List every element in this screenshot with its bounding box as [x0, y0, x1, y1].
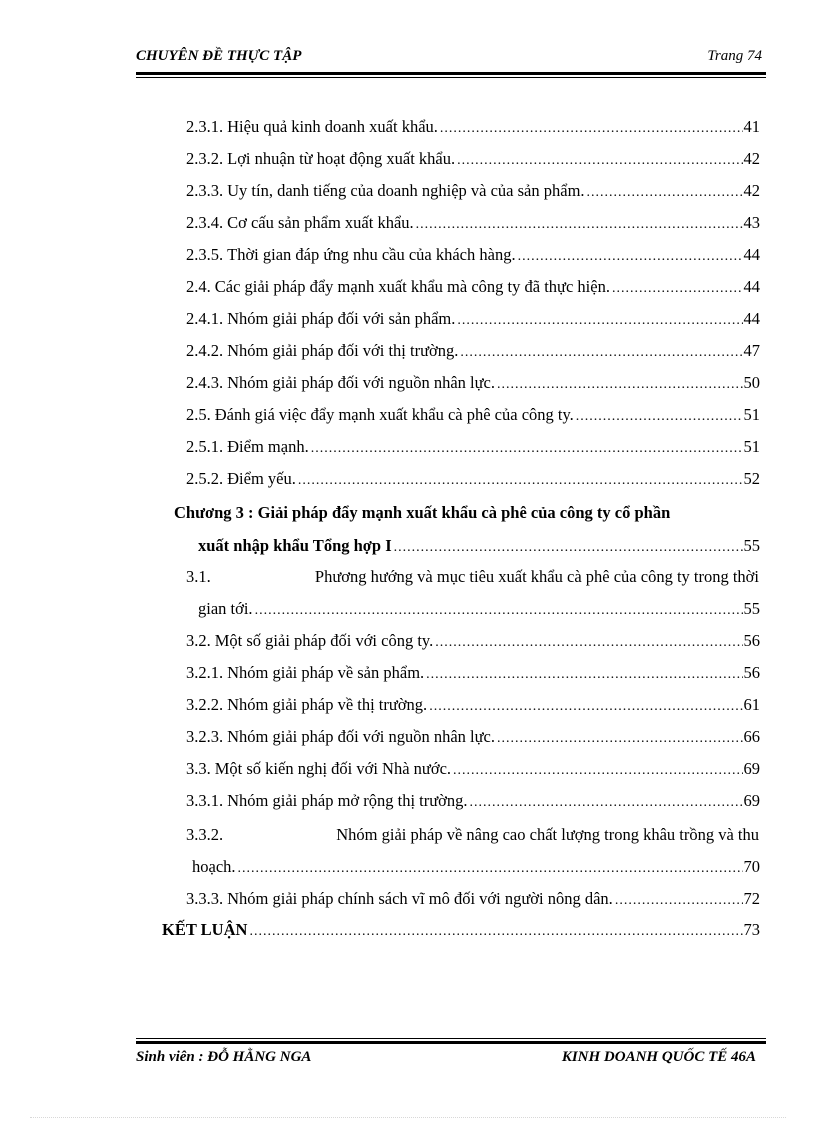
toc-entry-page: 44: [743, 309, 760, 328]
toc-entry: [186, 213, 760, 233]
toc-leader-dots: [457, 311, 742, 331]
toc-entry-page: 55: [743, 599, 760, 618]
toc-entry: [186, 631, 760, 651]
toc-entry: [186, 695, 760, 715]
toc-leader-dots: [255, 601, 743, 621]
page-bottom-dotted-line: [30, 1117, 786, 1118]
toc-leader-dots: [238, 859, 743, 879]
toc-entry-title: Hiệu quả kinh doanh xuất khẩu.: [227, 117, 438, 136]
toc-entry-page: 50: [743, 373, 760, 392]
toc-entry-page: 52: [743, 469, 760, 488]
toc-entry: [186, 791, 760, 811]
toc-entry-title: Điểm mạnh.: [227, 437, 309, 456]
toc-entry-number: 2.3.5.: [186, 245, 224, 264]
toc-leader-dots: [460, 343, 742, 363]
toc-entry-title: Nhóm giải pháp đối với nguồn nhân lực.: [227, 727, 496, 746]
toc-entry: [186, 117, 760, 137]
toc-entry-number: 2.4.3.: [186, 373, 224, 392]
toc-leader-dots: [612, 279, 743, 299]
toc-entry-title: Nhóm giải pháp đối với nguồn nhân lực.: [227, 373, 496, 392]
toc-leader-dots: [457, 151, 742, 171]
toc-entry-page: 51: [743, 405, 760, 424]
toc-entry: [162, 920, 760, 940]
header-page-number: Trang 74: [707, 48, 762, 64]
toc-entry-title: hoạch.: [192, 857, 236, 876]
toc-entry-title: Điểm yếu.: [227, 469, 296, 488]
toc-entry: [186, 825, 759, 845]
toc-entry-number: 2.3.1.: [186, 117, 224, 136]
toc-entry-page: 69: [743, 759, 760, 778]
toc-entry-title: Nhóm giải pháp chính sách vĩ mô đối với người nông dân.: [227, 889, 613, 908]
toc-entry: [186, 759, 760, 779]
toc-entry: [186, 181, 760, 201]
header-rule-thin: [136, 77, 766, 78]
toc-entry-title: gian tới.: [198, 599, 253, 618]
toc-entry-title: Nhóm giải pháp về nâng cao chất lượng trong khâu trồng và thu: [336, 825, 759, 844]
toc-entry-title: Phương hướng và mục tiêu xuất khẩu cà phê của công ty trong thời: [314, 567, 759, 586]
toc-entry-title: Nhóm giải pháp về sản phẩm.: [227, 663, 425, 682]
toc-entry-number: 3.3.2.: [186, 825, 224, 844]
toc-entry-page: 72: [743, 889, 760, 908]
toc-entry: [186, 341, 760, 361]
toc-entry-title: Nhóm giải pháp đối với thị trường.: [227, 341, 459, 360]
toc-entry-page: 47: [743, 341, 760, 360]
toc-leader-dots: [426, 665, 742, 685]
toc-entry-title: Thời gian đáp ứng nhu cầu của khách hàng.: [227, 245, 516, 264]
toc-entry-title: xuất nhập khẩu Tổng hợp I: [198, 536, 392, 555]
toc-leader-dots: [440, 119, 743, 139]
toc-leader-dots: [453, 761, 742, 781]
toc-entry-number: 2.4.1.: [186, 309, 224, 328]
toc-leader-dots: [429, 697, 742, 717]
toc-entry-title: Cơ cấu sản phẩm xuất khẩu.: [227, 213, 414, 232]
toc-entry-number: 3.3.: [186, 759, 211, 778]
toc-entry: [186, 405, 760, 425]
toc-entry-number: 2.3.4.: [186, 213, 224, 232]
toc-leader-dots: [416, 215, 743, 235]
toc-entry: [186, 437, 760, 457]
toc-entry-page: 56: [743, 631, 760, 650]
toc-entry-page: 44: [743, 277, 760, 296]
toc-entry: [186, 277, 760, 297]
toc-leader-dots: [497, 729, 742, 749]
toc-entry-page: 43: [743, 213, 760, 232]
footer-department: KINH DOANH QUỐC TẾ 46A: [561, 1049, 756, 1065]
page-footer: [136, 1049, 756, 1071]
toc-entry: [186, 149, 760, 169]
toc-entry-title: Nhóm giải pháp đối với sản phẩm.: [227, 309, 456, 328]
toc-entry: [192, 857, 760, 877]
toc-entry-number: 2.5.2.: [186, 469, 224, 488]
toc-entry: [186, 309, 760, 329]
toc-entry-title: Nhóm giải pháp về thị trường.: [227, 695, 428, 714]
toc-entry-title: Một số giải pháp đối với công ty.: [214, 631, 434, 650]
toc-entry: [198, 599, 760, 619]
toc-leader-dots: [497, 375, 742, 395]
footer-rule-thick: [136, 1041, 766, 1044]
toc-chapter-heading: [174, 503, 759, 523]
header-title: CHUYÊN ĐỀ THỰC TẬP: [136, 48, 302, 64]
toc-leader-dots: [394, 538, 743, 558]
toc-entry-page: 51: [743, 437, 760, 456]
toc-leader-dots: [587, 183, 743, 203]
toc-entry: [186, 727, 760, 747]
toc-entry-number: 2.5.1.: [186, 437, 224, 456]
toc-leader-dots: [615, 891, 743, 911]
toc-entry-page: 56: [743, 663, 760, 682]
toc-entry-title: Nhóm giải pháp mở rộng thị trường.: [227, 791, 468, 810]
toc-entry-page: 61: [743, 695, 760, 714]
toc-entry: [186, 567, 759, 587]
toc-leader-dots: [470, 793, 743, 813]
toc-leader-dots: [576, 407, 743, 427]
toc-entry-number: 2.4.: [186, 277, 211, 296]
toc-entry-title: Chương 3 : Giải pháp đẩy mạnh xuất khẩu cà phê của công ty cổ phần: [174, 503, 671, 522]
page-header: [136, 48, 762, 70]
toc-leader-dots: [249, 922, 742, 942]
header-rule-thick: [136, 72, 766, 75]
toc-entry-title: Các giải pháp đẩy mạnh xuất khẩu mà công ty đã thực hiện.: [214, 277, 610, 296]
toc-entry-number: 2.5.: [186, 405, 211, 424]
toc-entry: [186, 663, 760, 683]
toc-entry-page: 42: [743, 149, 760, 168]
toc-leader-dots: [298, 471, 743, 491]
toc-entry-page: 70: [743, 857, 760, 876]
toc-entry-number: 2.4.2.: [186, 341, 224, 360]
toc-entry: [186, 469, 760, 489]
toc-entry: [186, 245, 760, 265]
toc-entry-title: Lợi nhuận từ hoạt động xuất khẩu.: [227, 149, 456, 168]
toc-entry-number: 3.2.2.: [186, 695, 224, 714]
toc-leader-dots: [518, 247, 743, 267]
toc-entry-number: 3.3.3.: [186, 889, 224, 908]
toc-entry-number: 3.3.1.: [186, 791, 224, 810]
toc-entry-number: 2.3.3.: [186, 181, 224, 200]
toc-entry-title: KẾT LUẬN: [162, 920, 248, 939]
toc-entry-number: 3.2.3.: [186, 727, 224, 746]
footer-rule-thin: [136, 1038, 766, 1039]
toc-entry-title: Uy tín, danh tiếng của doanh nghiệp và của sản phẩm.: [227, 181, 585, 200]
toc-entry-title: Một số kiến nghị đối với Nhà nước.: [214, 759, 452, 778]
toc-entry-page: 41: [743, 117, 760, 136]
toc-entry-number: 2.3.2.: [186, 149, 224, 168]
toc-entry-page: 42: [743, 181, 760, 200]
toc-entry-page: 69: [743, 791, 760, 810]
toc-entry: [198, 536, 760, 556]
toc-entry-number: 3.2.1.: [186, 663, 224, 682]
toc-entry: [186, 373, 760, 393]
toc-entry-number: 3.2.: [186, 631, 211, 650]
toc-leader-dots: [435, 633, 742, 653]
toc-entry-number: 3.1.: [186, 567, 211, 586]
toc-entry-title: Đánh giá việc đẩy mạnh xuất khẩu cà phê của công ty.: [214, 405, 574, 424]
toc-entry-page: 73: [743, 920, 760, 939]
footer-student: Sinh viên : ĐỖ HẰNG NGA: [136, 1049, 312, 1065]
toc-entry: [186, 889, 760, 909]
toc-entry-page: 55: [743, 536, 760, 555]
toc-entry-page: 66: [743, 727, 760, 746]
toc-entry-page: 44: [743, 245, 760, 264]
toc-leader-dots: [311, 439, 743, 459]
